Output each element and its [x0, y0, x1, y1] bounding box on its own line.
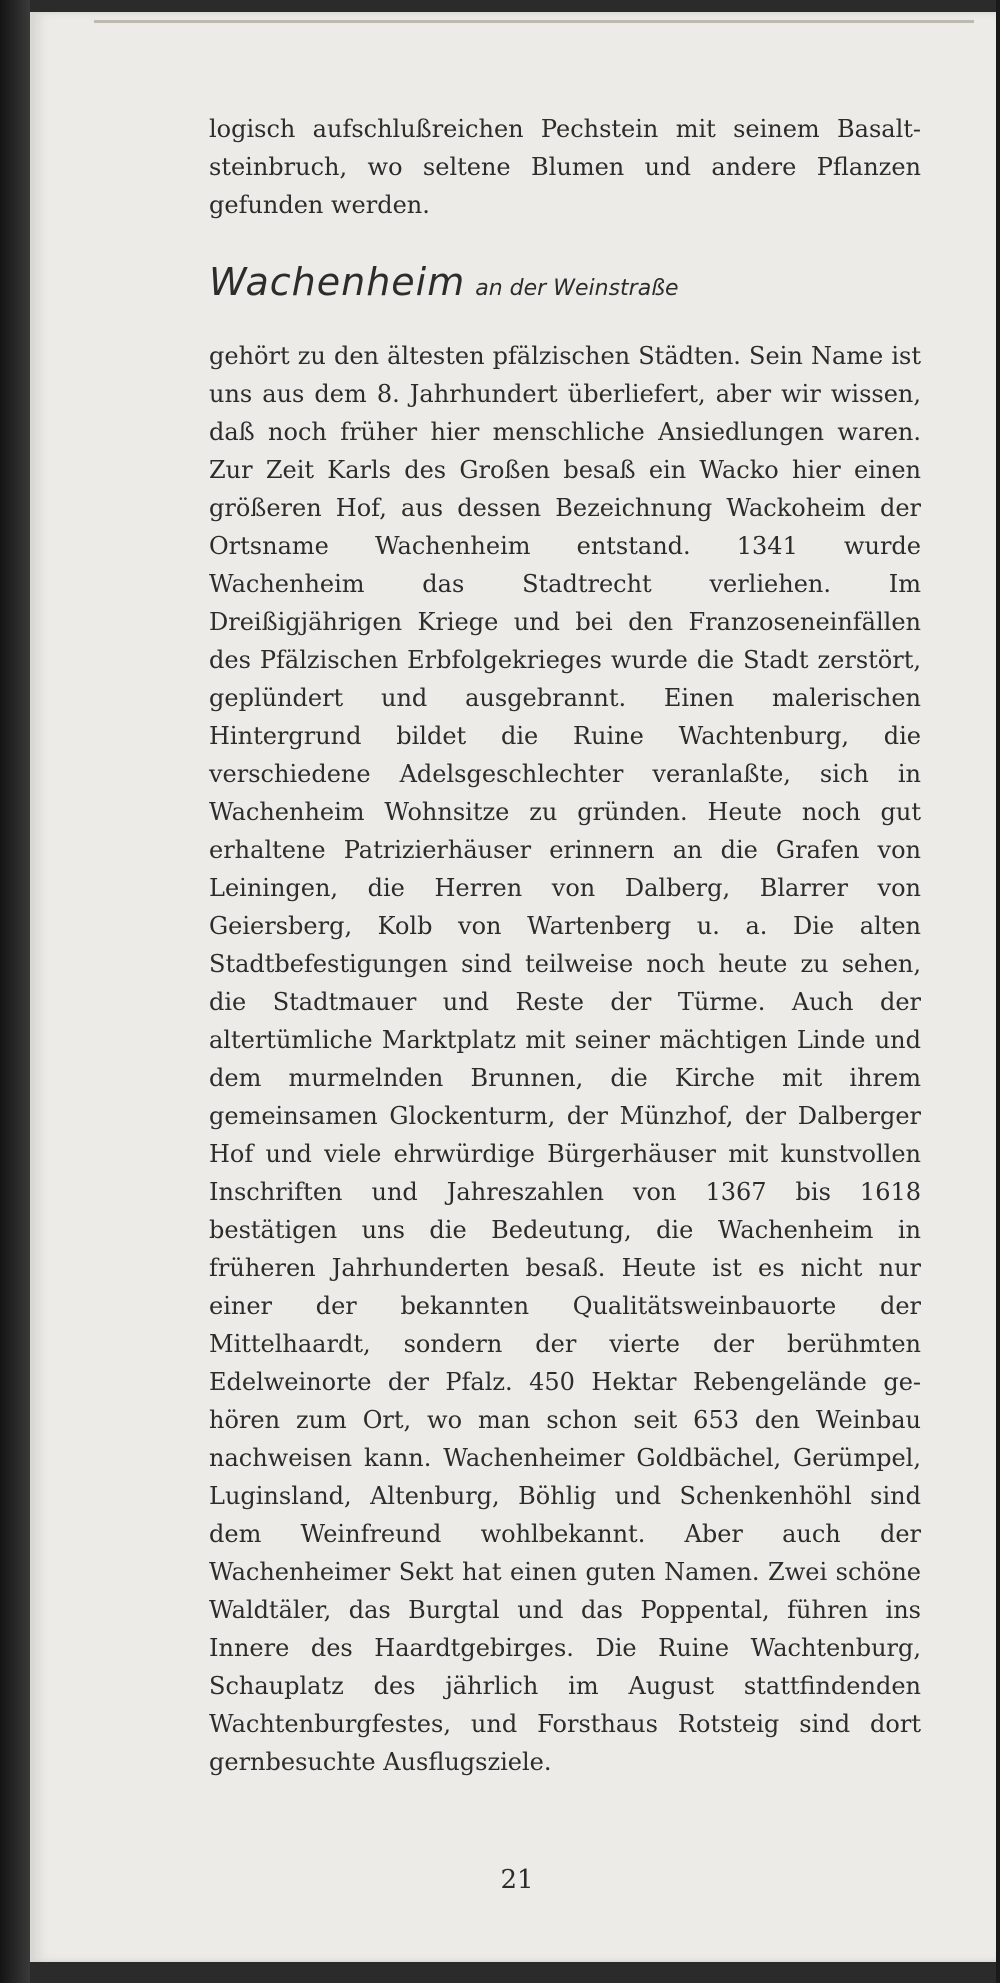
page-top-edge	[94, 20, 974, 23]
section-heading	[209, 260, 921, 311]
text-column	[209, 110, 921, 1781]
intro-paragraph: logisch aufschlußreichen Pechstein mit seinem Basaltsteinbruch, wo seltene Blumen und andere Pflanzen gefunden werden.	[209, 115, 921, 219]
book-page	[30, 12, 1000, 1962]
heading-town-name: Wachenheim	[209, 260, 466, 304]
book-binding-shadow	[0, 0, 30, 1983]
page-right-edge	[996, 0, 1000, 1983]
heading-subtitle: an der Weinstraße	[475, 276, 679, 301]
body-paragraph: gehört zu den ältesten pfälzischen Städten. Sein Name ist uns aus dem 8. Jahrhundert überliefert, aber wir wissen, daß noch früher hier menschliche Ansiedlungen waren. Zur Zeit Karls des Großen besaß ein Wacko hier einen größeren Hof, aus dessen Bezeichnung Wackoheim der Ortsname Wachenheim entstand. 1341 wurde Wachenheim das Stadtrecht verliehen. Im Dreißigjährigen Kriege und bei den Franzoseneinfällen des Pfälzischen Erbfolgekrieges wurde die Stadt zerstört, geplündert und ausgebrannt. Einen malerischen Hintergrund bildet die Ruine Wachtenburg, die verschiedene Adelsgeschlechter veranlaßte, sich in Wachenheim Wohnsitze zu gründen. Heute noch gut erhaltene Patrizierhäuser erinnern an die Grafen von Leiningen, die Herren von Dalberg, Blarrer von Geiersberg, Kolb von Wartenberg u. a. Die alten Stadtbefestigungen sind teilweise noch heute zu sehen, die Stadtmauer und Reste der Türme. Auch der altertümliche Marktplatz mit seiner mächtigen Linde und dem murmelnden Brunnen, die Kirche mit ihrem gemeinsamen Glockenturm, der Münzhof, der Dalberger Hof und viele ehrwürdige Bürgerhäuser mit kunstvollen Inschriften und Jahreszahlen von 1367 bis 1618 bestätigen uns die Bedeutung, die Wachenheim in früheren Jahrhunderten besaß. Heute ist es nicht nur einer der bekannten Qualitätsweinbauorte der Mittelhaardt, sondern der vierte der berühmten Edelweinorte der Pfalz. 450 Hektar Rebengelände gehören zum Ort, wo man schon seit 653 den Weinbau nachweisen kann. Wachenheimer Goldbächel, Gerümpel, Luginsland, Altenburg, Böhlig und Schenkenhöhl sind dem Weinfreund wohlbekannt. Aber auch der Wachenheimer Sekt hat einen guten Namen. Zwei schöne Waldtäler, das Burgtal und das Poppental, führen ins Innere des Haardtgebirges. Die Ruine Wachtenburg, Schauplatz des jährlich im August stattfindenden Wachtenburgfestes, und Forsthaus Rotsteig sind dort gernbesuchte Ausflugsziele.	[209, 342, 921, 1776]
page-number: 21	[500, 1865, 534, 1895]
